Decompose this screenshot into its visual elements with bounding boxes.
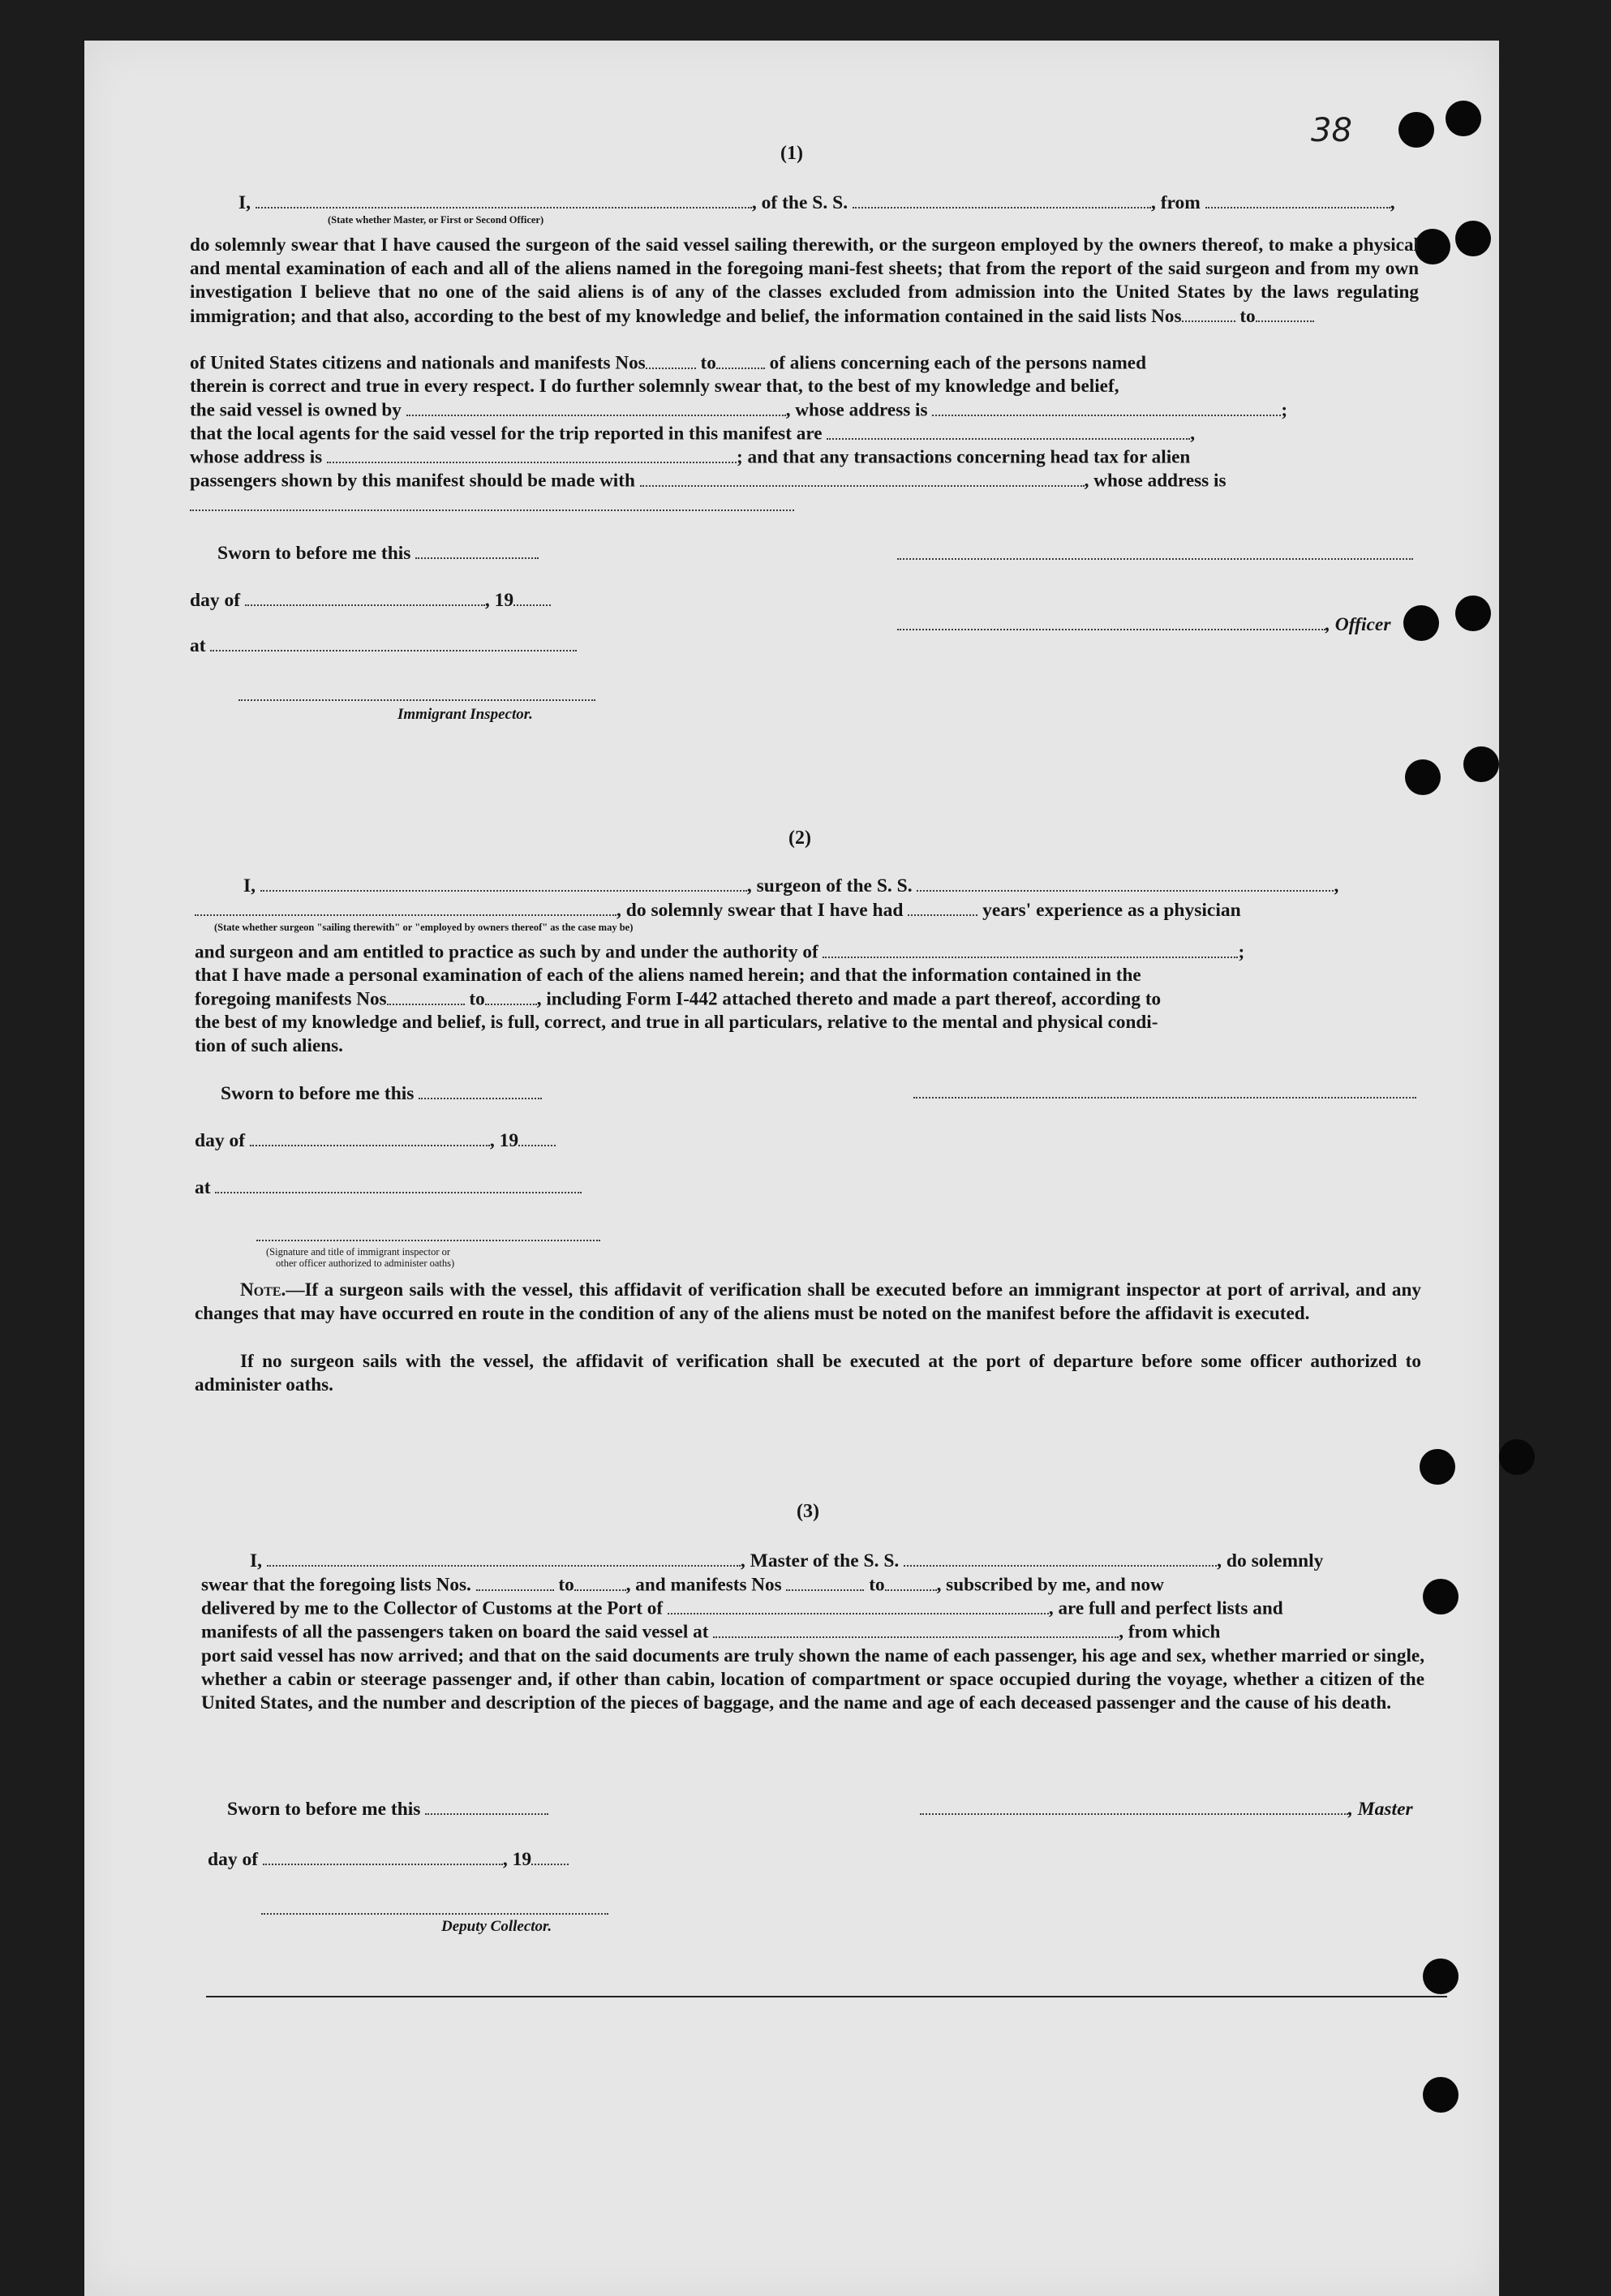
punch-hole xyxy=(1423,1579,1458,1615)
day-month-blank[interactable] xyxy=(263,1848,503,1865)
punch-hole xyxy=(1423,2077,1458,2113)
punch-hole xyxy=(1499,1439,1535,1475)
port-blank[interactable] xyxy=(668,1597,1049,1615)
text: passengers shown by this manifest should be made with xyxy=(190,470,635,492)
agents-address-blank[interactable] xyxy=(327,446,737,463)
section-1-line-correct: therein is correct and true in every respect. I do further solemnly swear that, to the best of my knowledge and belief, xyxy=(190,376,1119,397)
section-3-number: (3) xyxy=(797,1501,819,1522)
master-manifests-from-blank[interactable] xyxy=(786,1574,864,1591)
punch-hole xyxy=(1455,595,1491,631)
surgeon-signature-blank[interactable] xyxy=(913,1097,1416,1099)
text: at xyxy=(195,1176,211,1198)
section-2-number: (2) xyxy=(788,828,811,849)
place-blank[interactable] xyxy=(210,634,577,651)
text: , subscribed by me, and now xyxy=(936,1574,1164,1596)
owner-blank[interactable] xyxy=(406,399,786,416)
text: I, xyxy=(243,875,256,896)
text: —If a surgeon sails with the vessel, this affidavit of verification shall be executed before an immigrant inspector at port of arrival, and any changes that may have occurred en route in the condition of any of the aliens must be noted on the manifest before the affidavit is executed. xyxy=(195,1279,1421,1325)
surgeon-manifests-from-blank[interactable] xyxy=(387,988,465,1005)
bottom-rule xyxy=(206,1996,1447,1997)
text: to xyxy=(1239,305,1256,327)
text: foregoing manifests Nos xyxy=(195,988,387,1010)
section-3-paragraph: port said vessel has now arrived; and that on the said documents are truly shown the name of each passenger, his age and sex, whether married or single, whether a cabin or steerage passenger and, if other than cabin, location of compartment or space occupied during the voyage, whether a citizen of the United States, and the number and description of the pieces of baggage, and the name and age of each deceased passenger and the cause of his death. xyxy=(201,1645,1424,1714)
section-2-at xyxy=(195,1176,582,1199)
punch-hole xyxy=(1463,746,1499,782)
lists-from-blank[interactable] xyxy=(1182,305,1235,322)
section-3-boarded-line xyxy=(201,1621,1220,1644)
authority-blank[interactable] xyxy=(823,941,1238,958)
text: , Officer xyxy=(1325,613,1391,635)
form-page xyxy=(84,41,1499,2296)
section-2-note xyxy=(195,1279,1421,1326)
text: to xyxy=(469,988,485,1010)
text: to xyxy=(869,1574,885,1596)
officer-line xyxy=(897,613,1390,636)
section-3-day-of xyxy=(208,1848,569,1871)
text: , 19 xyxy=(502,1848,532,1870)
punch-hole xyxy=(1403,605,1439,641)
text: do solemnly swear that I have caused the surgeon of the said vessel sailing therewith, or the surgeon employed by the owners thereof, to make a physical and mental examination of each and all of the aliens named in the foregoing mani-fest sheets; that from the report of the said surgeon and from my own investigation I believe that no one of the said aliens is of any of the classes excluded from admission into the United States by the laws regulating immigration; and that also, according to the best of my knowledge and belief, the information contained in the said lists Nos xyxy=(190,234,1419,327)
text: whose address is xyxy=(190,446,323,468)
text: ; xyxy=(1281,399,1288,421)
text: the said vessel is owned by xyxy=(190,399,402,421)
section-1-line-owner xyxy=(190,399,1287,422)
section-1-line-address xyxy=(190,446,1190,469)
section-1-paragraph xyxy=(190,234,1419,329)
text: and surgeon and am entitled to practice as such by and under the authority of xyxy=(195,941,818,963)
text: manifests of all the passengers taken on board the said vessel at xyxy=(201,1621,709,1643)
section-2-sworn xyxy=(221,1082,542,1105)
section-3-opening-line xyxy=(250,1550,1323,1572)
master-name-blank[interactable] xyxy=(256,191,752,209)
text: I, xyxy=(238,191,251,213)
text: Sworn to before me this xyxy=(217,542,411,564)
text: , including Form I-442 attached thereto and made a part thereof, according to xyxy=(536,988,1162,1010)
manifests-from-blank[interactable] xyxy=(646,352,696,369)
agents-blank[interactable] xyxy=(827,423,1190,440)
text: , from which xyxy=(1119,1621,1221,1643)
punch-hole xyxy=(1455,221,1491,256)
inspector-signature-blank[interactable] xyxy=(256,1240,600,1241)
section-2-authority-line xyxy=(195,941,1244,964)
text: day of xyxy=(208,1848,259,1870)
text: , Master xyxy=(1348,1798,1413,1820)
sworn-date-blank[interactable] xyxy=(419,1082,542,1099)
text: , do solemnly xyxy=(1217,1550,1324,1572)
punch-hole xyxy=(1420,1449,1455,1485)
sworn-date-blank[interactable] xyxy=(415,542,539,559)
text: , 19 xyxy=(489,1129,519,1151)
section-2-experience-line xyxy=(195,899,1241,922)
from-port-blank[interactable] xyxy=(1205,191,1390,209)
text: , whose address is xyxy=(785,399,928,421)
text: ; xyxy=(1238,941,1245,963)
section-3-sworn xyxy=(227,1798,548,1821)
section-1-line-manifests xyxy=(190,352,1419,375)
text: ; and that any transactions concerning head tax for alien xyxy=(737,446,1191,468)
year-blank[interactable] xyxy=(531,1848,569,1865)
section-2-day-of xyxy=(195,1129,556,1152)
surgeon-name-blank[interactable] xyxy=(260,875,747,892)
text: to xyxy=(700,352,716,374)
section-2-note-second: If no surgeon sails with the vessel, the affidavit of verification shall be executed at the port of departure before some officer authorized to administer oaths. xyxy=(195,1351,1421,1396)
year-blank[interactable] xyxy=(518,1129,556,1146)
head-tax-party-blank[interactable] xyxy=(640,470,1085,487)
section-1-day-of xyxy=(190,589,551,612)
punch-hole xyxy=(1423,1958,1458,1994)
text: to xyxy=(558,1574,574,1596)
head-tax-address-blank[interactable] xyxy=(190,510,794,511)
master-line xyxy=(920,1798,1413,1821)
text: , from xyxy=(1150,191,1201,213)
text: , are full and perfect lists and xyxy=(1048,1597,1283,1619)
section-1-at xyxy=(190,634,577,657)
inspector-caption: Immigrant Inspector. xyxy=(397,706,533,723)
master-name-blank[interactable] xyxy=(267,1550,741,1567)
text: delivered by me to the Collector of Customs at the Port of xyxy=(201,1597,664,1619)
text: , xyxy=(1190,423,1196,445)
master-signature-blank[interactable] xyxy=(920,1798,1348,1815)
master-manifests-to-blank[interactable] xyxy=(885,1574,937,1591)
section-1-opening-line xyxy=(238,191,1492,214)
text: years' experience as a physician xyxy=(982,899,1241,921)
vessel-name-blank[interactable] xyxy=(853,191,1151,209)
signature-caption-line1: (Signature and title of immigrant inspector or xyxy=(266,1246,451,1258)
section-2-manifests-line xyxy=(195,988,1161,1011)
surgeon-manifests-to-blank[interactable] xyxy=(485,988,537,1005)
text: , xyxy=(1334,875,1339,896)
year-blank[interactable] xyxy=(513,589,551,606)
text: swear that the foregoing lists Nos. xyxy=(201,1574,471,1596)
section-1-caption: (State whether Master, or First or Second Officer) xyxy=(328,214,544,226)
sworn-date-blank[interactable] xyxy=(425,1798,548,1815)
section-3-port-line xyxy=(201,1597,1283,1620)
section-2-caption: (State whether surgeon "sailing therewith" or "employed by owners thereof" as the case may be) xyxy=(214,922,634,933)
punch-hole xyxy=(1415,229,1450,264)
text: , of the S. S. xyxy=(751,191,848,213)
text: day of xyxy=(190,589,241,611)
manifests-to-blank[interactable] xyxy=(716,352,765,369)
boarding-port-blank[interactable] xyxy=(713,1621,1119,1638)
inspector-signature-blank[interactable] xyxy=(238,699,595,701)
text: , surgeon of the S. S. xyxy=(746,875,913,896)
section-1-number: (1) xyxy=(780,143,803,164)
punch-hole xyxy=(1405,759,1441,795)
text: I, xyxy=(250,1550,263,1572)
text: Sworn to before me this xyxy=(227,1798,421,1820)
section-1-line-head-tax xyxy=(190,470,1226,492)
text: of United States citizens and nationals and manifests Nos xyxy=(190,352,646,374)
section-2-belief-line: the best of my knowledge and belief, is full, correct, and true in all particulars, relative to the mental and physical condi- xyxy=(195,1012,1158,1033)
text: that the local agents for the said vessel for the trip reported in this manifest are xyxy=(190,423,823,445)
punch-hole xyxy=(1398,112,1434,148)
text: , 19 xyxy=(484,589,514,611)
text: day of xyxy=(195,1129,246,1151)
text: , and manifests Nos xyxy=(625,1574,782,1596)
text: , do solemnly swear that I have had xyxy=(616,899,904,921)
officer-signature-blank[interactable] xyxy=(897,558,1413,560)
text: , whose address is xyxy=(1084,470,1227,492)
signature-caption-line2: other officer authorized to administer oaths) xyxy=(276,1258,455,1269)
handwritten-page-number: 38 xyxy=(1311,112,1352,149)
section-2-examination-line: that I have made a personal examination of each of the aliens named herein; and that the information contained in the xyxy=(195,965,1141,986)
years-experience-blank[interactable] xyxy=(908,899,977,916)
text: at xyxy=(190,634,206,656)
surgeon-type-blank[interactable] xyxy=(195,899,616,916)
master-lists-to-blank[interactable] xyxy=(574,1574,626,1591)
place-blank[interactable] xyxy=(215,1176,582,1193)
collector-signature-blank[interactable] xyxy=(261,1913,608,1915)
lists-to-blank[interactable] xyxy=(1256,305,1314,322)
officer-title-blank[interactable] xyxy=(897,613,1325,630)
section-2-condition-line: tion of such aliens. xyxy=(195,1035,343,1056)
vessel-name-blank[interactable] xyxy=(904,1550,1217,1567)
section-1-sworn xyxy=(217,542,539,565)
text: , Master of the S. S. xyxy=(740,1550,900,1572)
text: Note. xyxy=(240,1279,286,1301)
text: , xyxy=(1390,191,1395,213)
section-3-lists-line xyxy=(201,1574,1164,1597)
day-month-blank[interactable] xyxy=(245,589,485,606)
owner-address-blank[interactable] xyxy=(932,399,1281,416)
section-2-opening-line xyxy=(243,875,1338,897)
text: Sworn to before me this xyxy=(221,1082,415,1104)
section-1-line-agents xyxy=(190,423,1195,445)
text: of aliens concerning each of the persons named xyxy=(769,352,1146,374)
day-month-blank[interactable] xyxy=(250,1129,490,1146)
master-lists-from-blank[interactable] xyxy=(476,1574,554,1591)
punch-hole xyxy=(1446,101,1481,136)
collector-caption: Deputy Collector. xyxy=(441,1918,552,1935)
surgeon-vessel-blank[interactable] xyxy=(917,875,1334,892)
